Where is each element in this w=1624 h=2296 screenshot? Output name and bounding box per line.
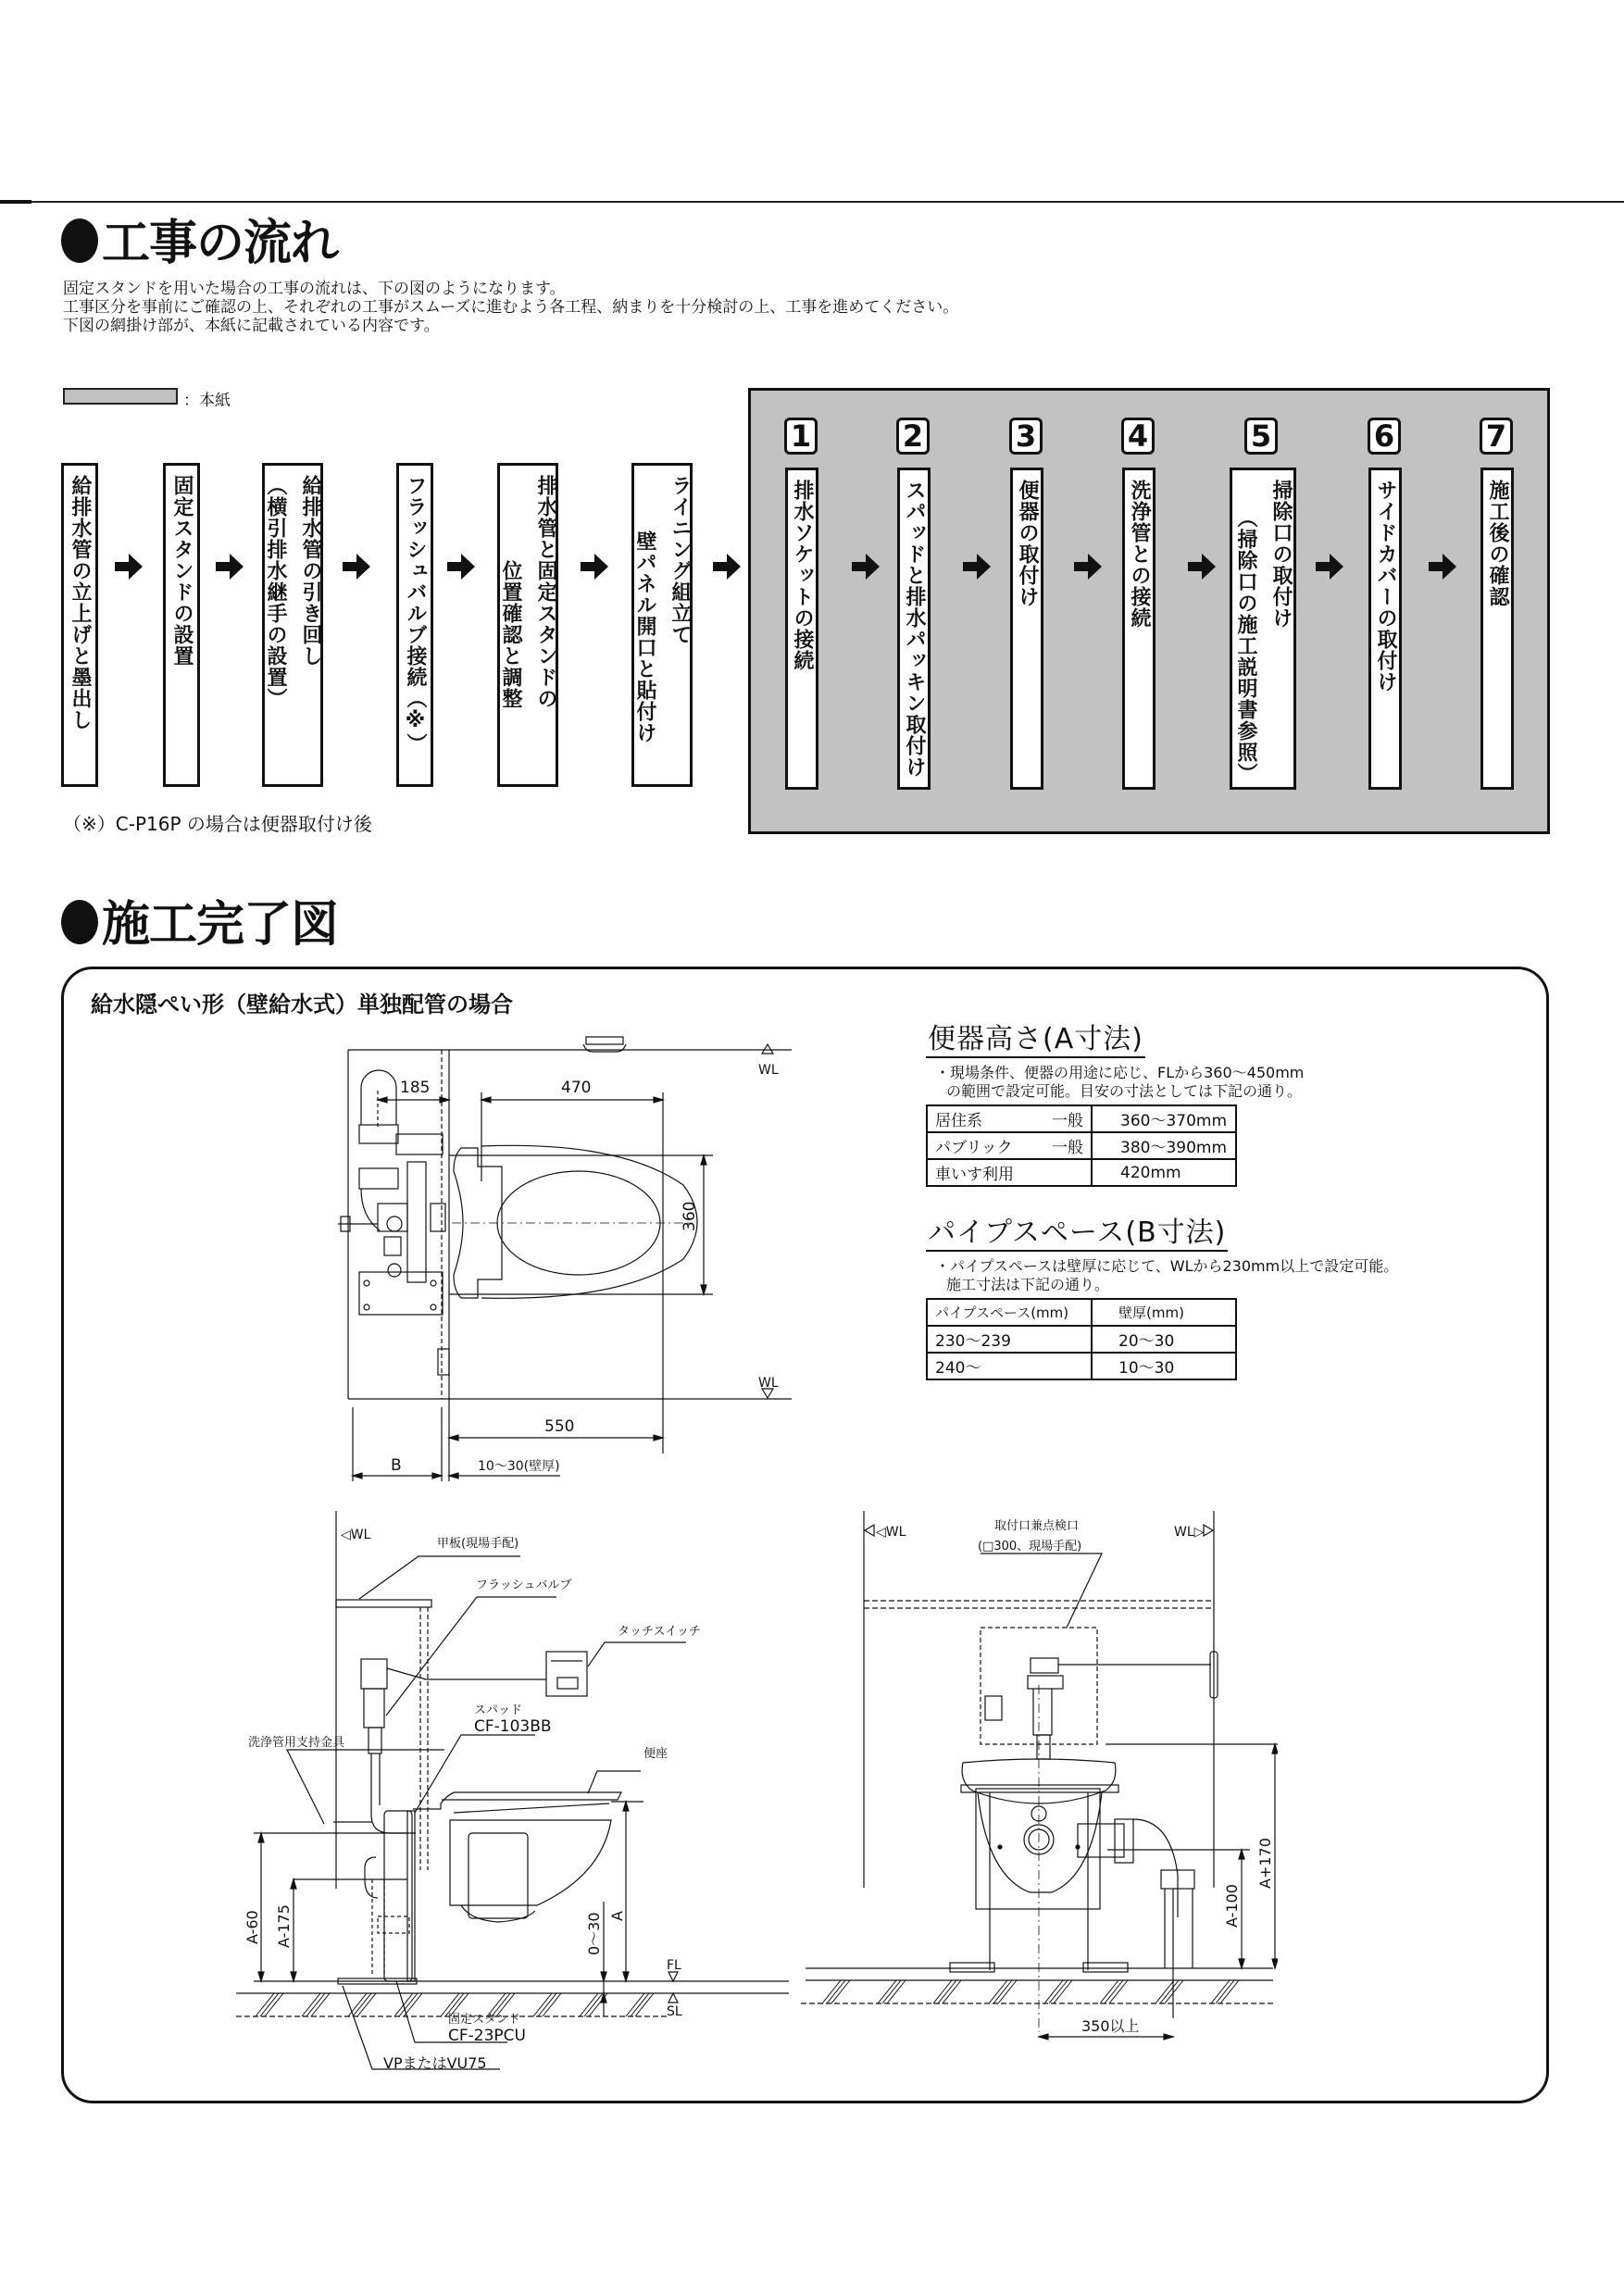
section-title-completion: 施工完了図	[61, 900, 338, 949]
step-number-badge: 6	[1368, 418, 1401, 455]
wl-right-label: WL▷	[1174, 1525, 1205, 1540]
table-row: パブリック 一般 380～390mm	[927, 1132, 1236, 1159]
step-number-badge: 4	[1121, 418, 1155, 455]
dim-470: 470	[561, 1079, 592, 1097]
pipe-spec-desc: ・パイプスペースは壁厚に応じて、WLから230mm以上で設定可能。	[935, 1257, 1399, 1275]
dim-a-175: A-175	[275, 1904, 293, 1948]
wl-label: ◁WL	[341, 1528, 371, 1542]
table-row: 230～239 20～30	[927, 1326, 1236, 1353]
callout-access-opening: 取付口兼点検口	[994, 1519, 1080, 1533]
sl-label: SL	[667, 2004, 682, 2019]
intro-line: 工事区分を事前にご確認の上、それぞれの工事がスムーズに進むよう各工程、納まりを十分検討の上、工事を進めてください。	[63, 298, 959, 317]
table-header-row: パイプスペース(mm) 壁厚(mm)	[927, 1299, 1236, 1326]
arrow-right-icon	[1316, 554, 1343, 580]
dim-wall-thickness: 10～30(壁厚)	[478, 1459, 560, 1474]
dim-350-min: 350以上	[1081, 2017, 1140, 2035]
flow-step-2: スパッドと排水パッキン取付け	[897, 468, 931, 790]
height-spec-desc: の範囲で設定可能。目安の寸法としては下記の通り。	[946, 1082, 1303, 1100]
arrow-right-icon	[963, 554, 991, 580]
height-spec-desc: ・現場条件、便器の用途に応じ、FLから360～450mm	[935, 1064, 1305, 1081]
table-row: 居住系 一般 360～370mm	[927, 1105, 1236, 1132]
table-row: 240～ 10～30	[927, 1353, 1236, 1379]
plan-view-drawing	[333, 1018, 806, 1491]
wl-label: WL	[758, 1376, 779, 1391]
arrow-right-icon	[1429, 554, 1456, 580]
arrow-right-icon	[343, 554, 370, 580]
step-number-badge: 5	[1244, 418, 1278, 455]
intro-text	[63, 280, 958, 335]
arrow-right-icon	[216, 554, 244, 580]
side-view-drawing	[222, 1509, 796, 2102]
step-number-badge: 2	[896, 418, 930, 455]
intro-line: 固定スタンドを用いた場合の工事の流れは、下の図のようになります。	[63, 280, 566, 298]
flow-step-7: 施工後の確認	[1480, 468, 1514, 790]
wl-left-label: ◁WL	[876, 1525, 906, 1540]
arrow-right-icon	[1188, 554, 1216, 580]
flow-step-pre-3: 給排水管の引き回し （横引排水継手の設置）	[262, 463, 323, 787]
legend-swatch	[63, 388, 178, 405]
flow-step-1: 排水ソケットの接続	[785, 468, 818, 790]
legend-label: ：本紙	[183, 392, 231, 410]
callout-support-bracket: 洗浄管用支持金具	[248, 1736, 345, 1750]
table-row: 車いす利用 420mm	[927, 1159, 1236, 1186]
dim-a-plus-170: A+170	[1256, 1838, 1274, 1889]
wl-label: WL	[758, 1063, 779, 1078]
dim-360: 360	[681, 1201, 699, 1231]
arrow-right-icon	[852, 554, 880, 580]
bullet-icon	[61, 218, 98, 263]
pipe-spec-heading: パイプスペース(B寸法)	[926, 1217, 1228, 1252]
footnote: （※）C-P16P の場合は便器取付け後	[63, 813, 372, 835]
flow-step-pre-1: 給排水管の立上げと墨出し	[61, 463, 98, 787]
arrow-right-icon	[581, 554, 608, 580]
front-view-drawing	[796, 1500, 1278, 2046]
flow-step-3: 便器の取付け	[1010, 468, 1043, 790]
page-top-rule	[0, 201, 1624, 203]
callout-seat: 便座	[643, 1747, 668, 1761]
step-number-badge: 3	[1009, 418, 1043, 455]
callout-stand-model: CF-23PCU	[448, 2027, 526, 2045]
pipe-spec-table	[926, 1298, 1237, 1380]
dim-550: 550	[544, 1417, 575, 1436]
arrow-right-icon	[1074, 554, 1102, 580]
flow-step-pre-6: ライニング組立て 壁パネル開口と貼付け	[631, 463, 693, 787]
dim-a: A	[608, 1911, 626, 1921]
dim-0-30: 0～30	[585, 1912, 603, 1955]
height-spec-table	[926, 1104, 1237, 1187]
dim-b: B	[391, 1456, 402, 1475]
step-number-badge: 1	[784, 418, 818, 455]
flow-step-4: 洗浄管との接続	[1122, 468, 1156, 790]
page-top-rule-stub	[0, 200, 31, 204]
arrow-right-icon	[115, 554, 143, 580]
step-number-badge: 7	[1480, 418, 1513, 455]
pipe-spec-desc: 施工寸法は下記の通り。	[946, 1276, 1110, 1293]
section-title-workflow: 工事の流れ	[61, 218, 338, 268]
dim-a-60: A-60	[244, 1910, 261, 1944]
dim-a-minus-100: A-100	[1223, 1884, 1241, 1928]
callout-pipe: VPまたはVU75	[383, 2054, 487, 2072]
pipe-spec	[926, 1217, 1398, 1380]
arrow-right-icon	[447, 554, 475, 580]
callout-touch-switch: タッチスイッチ	[618, 1625, 701, 1639]
callout-flush-valve: フラッシュバルブ	[476, 1578, 572, 1592]
flow-step-6: サイドカバーの取付け	[1368, 468, 1402, 790]
flow-step-5: 掃除口の取付け （掃除口の施工説明書参照）	[1230, 468, 1296, 790]
drawing-subtitle: 給水隠ぺい形（壁給水式）単独配管の場合	[91, 992, 513, 1017]
callout-spud-model: CF-103BB	[474, 1717, 552, 1736]
fl-label: FL	[667, 1958, 681, 1973]
flow-step-pre-2: 固定スタンドの設置	[163, 463, 200, 787]
arrow-right-icon	[713, 554, 741, 580]
callout-access-note: (□300、現場手配)	[978, 1540, 1082, 1554]
callout-fixed-stand: 固定スタンド	[448, 2013, 521, 2027]
bullet-icon	[61, 900, 98, 944]
intro-line: 下図の網掛け部が、本紙に記載されている内容です。	[63, 317, 440, 335]
flow-step-pre-5: 排水管と固定スタンドの 位置確認と調整	[497, 463, 558, 787]
height-spec-heading: 便器高さ(A寸法)	[926, 1024, 1145, 1058]
dim-185: 185	[400, 1079, 431, 1097]
height-spec	[926, 1024, 1304, 1187]
callout-spud: スパッド	[474, 1703, 523, 1717]
callout-top-board: 甲板(現場手配)	[437, 1537, 519, 1551]
flow-step-pre-4: フラッシュバルブ接続（※）	[396, 463, 433, 787]
